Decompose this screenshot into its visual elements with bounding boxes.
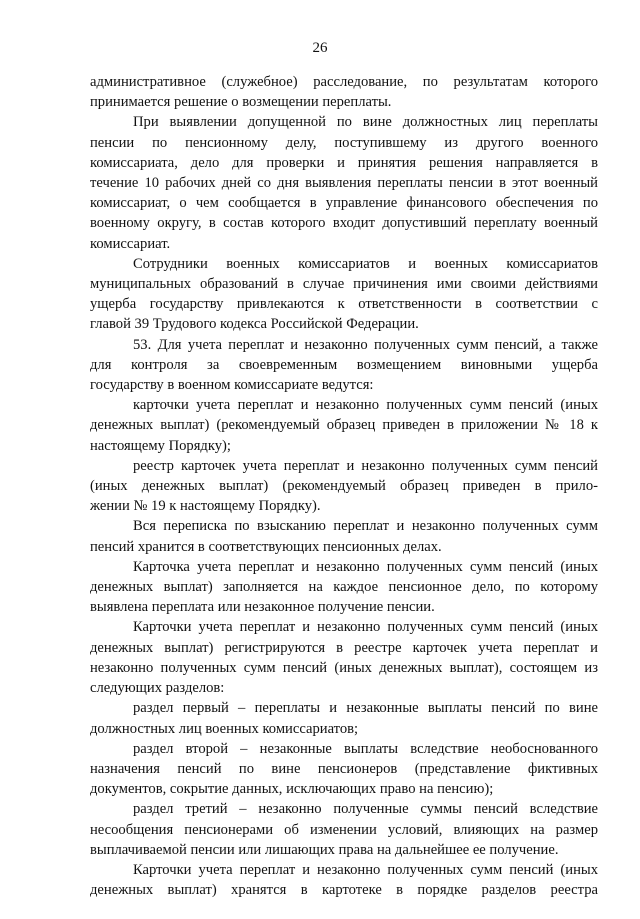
paragraph xyxy=(90,617,598,698)
text-line: Карточки учета переплат и незаконно полученных сумм пенсий (иных xyxy=(133,619,598,636)
paragraph xyxy=(90,112,598,253)
page-number: 26 xyxy=(312,40,328,56)
text-line: денежных выплат) хранятся в картотеке в порядке разделов реестра xyxy=(90,882,598,899)
paragraph xyxy=(90,456,598,517)
text-line: 53. Для учета переплат и незаконно полученных сумм пенсий, а также xyxy=(133,336,598,353)
text-line: комиссариат. xyxy=(90,235,171,252)
text-line: главой 39 Трудового кодекса Российской Федерации. xyxy=(90,316,419,333)
paragraph xyxy=(90,516,598,556)
paragraph xyxy=(90,799,598,860)
text-line: раздел второй – незаконные выплаты вследствие необоснованного xyxy=(133,740,598,757)
paragraph xyxy=(90,698,598,738)
text-line: незаконно полученных сумм пенсий (иных денежных выплат), состоящем из xyxy=(90,659,598,676)
text-line: выплачиваемой пенсии или лишающих права на дальнейшее ее получение. xyxy=(90,841,559,858)
text-line: течение 10 рабочих дней со дня выявления переплаты пенсии в этот военный xyxy=(90,175,598,192)
text-line: ущерба государству привлекаются к ответственности в соответствии с xyxy=(90,296,598,313)
text-line: карточки учета переплат и незаконно полученных сумм пенсий (иных xyxy=(133,397,598,414)
text-line: реестр карточек учета переплат и незаконно полученных сумм пенсий xyxy=(133,457,598,474)
text-line: денежных выплат) регистрируются в реестре карточек учета переплат и xyxy=(90,639,598,656)
text-line: назначения пенсий по вине пенсионеров (представление фиктивных xyxy=(90,760,598,777)
text-line: денежных выплат) заполняется на каждое пенсионное дело, по которому xyxy=(90,579,598,596)
text-line: следующих разделов: xyxy=(90,680,225,697)
paragraph xyxy=(90,254,598,335)
text-line: пенсии по пенсионному делу, поступившему из другого военного xyxy=(90,134,598,151)
paragraph xyxy=(90,557,598,618)
text-line: государству в военном комиссариате ведутся: xyxy=(90,377,374,394)
text-line: жении № 19 к настоящему Порядку). xyxy=(90,498,321,515)
text-line: денежных выплат) (рекомендуемый образец приведен в приложении № 18 к xyxy=(90,417,598,434)
text-line: несообщения пенсионерами об изменении условий, влияющих на размер xyxy=(90,821,598,838)
text-line: Карточка учета переплат и незаконно полученных сумм пенсий (иных xyxy=(133,558,598,575)
text-line: административное (служебное) расследование, по результатам которого xyxy=(90,74,598,90)
text-line: документов, сокрытие данных, исключающих право на пенсию); xyxy=(90,781,494,798)
text-line: должностных лиц военных комиссариатов; xyxy=(90,720,359,737)
paragraph xyxy=(90,739,598,800)
text-line: (иных денежных выплат) (рекомендуемый образец приведен в прило- xyxy=(90,478,598,495)
text-line: Сотрудники военных комиссариатов и военных комиссариатов xyxy=(133,255,598,272)
text-line: Вся переписка по взысканию переплат и незаконно полученных сумм xyxy=(133,518,598,535)
text-line: муниципальных образований в случае причинения ими своими действиями xyxy=(90,276,598,293)
text-line: пенсий хранится в соответствующих пенсионных делах. xyxy=(90,538,442,555)
text-line: Карточки учета переплат и незаконно полученных сумм пенсий (иных xyxy=(133,861,598,878)
text-line: раздел первый – переплаты и незаконные выплаты пенсий по вине xyxy=(133,700,598,717)
text-line: При выявлении допущенной по вине должностных лиц переплаты xyxy=(133,114,598,131)
text-line: комиссариата, дело для проверки и принятия решения направляется в xyxy=(90,154,598,171)
text-line: военному округу, в состав которого входит допустивший переплату военный xyxy=(90,215,598,232)
paragraph xyxy=(90,395,598,456)
paragraph xyxy=(90,335,598,396)
text-line: принимается решение о возмещении переплаты. xyxy=(90,94,392,111)
text-line: раздел третий – незаконно полученные суммы пенсий вследствие xyxy=(133,801,598,818)
text-line: настоящему Порядку); xyxy=(90,437,231,454)
text-line: для контроля за своевременным возмещением виновными ущерба xyxy=(90,356,598,373)
paragraph xyxy=(90,72,598,112)
paragraph xyxy=(90,860,598,900)
text-line: комиссариат, о чем сообщается в управление финансового обеспечения по xyxy=(90,195,598,212)
document-body xyxy=(90,72,598,900)
text-line: выявлена переплата или незаконное получение пенсии. xyxy=(90,599,435,616)
